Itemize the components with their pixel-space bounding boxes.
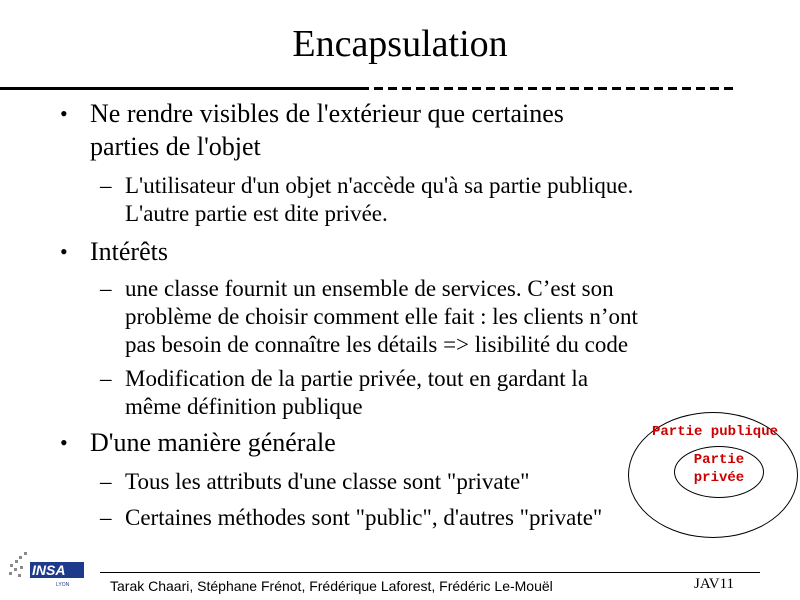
sub-dash: – [100,505,112,530]
bullet-dot: • [60,430,68,455]
sub-dash: – [100,366,112,391]
sub-3-1-line-1: Tous les attributs d'une classe sont "private" [125,469,530,494]
insa-logo [6,548,90,588]
bullet-1-line-1: Ne rendre visibles de l'extérieur que certaines [90,99,564,128]
sub-1-1-line-1: L'utilisateur d'un objet n'accède qu'à sa partie publique. [125,173,634,198]
slide-title: Encapsulation [292,23,508,65]
public-part-label: Partie publique [651,424,779,440]
sub-dash: – [100,276,112,301]
insa-logo-graphic [6,548,90,588]
private-part-label-line-2: privée [693,470,745,486]
footer-authors: Tarak Chaari, Stéphane Frénot, Frédérique Laforest, Frédéric Le-Mouël [110,578,553,594]
sub-2-2-line-1: Modification de la partie privée, tout en gardant la [125,366,589,391]
sub-dash: – [100,173,112,198]
private-part-label-line-1: Partie [693,452,745,468]
bullet-dot: • [60,239,68,264]
sub-2-2-line-2: même définition publique [125,394,363,419]
bullet-3-line-1: D'une manière générale [90,428,336,457]
sub-dash: – [100,469,112,494]
underline-solid [0,87,360,90]
sub-2-1-line-2: problème de choisir comment elle fait : les clients n’ont [125,304,638,329]
sub-3-2-line-1: Certaines méthodes sont "public", d'autres "private" [125,505,603,530]
encapsulation-diagram [626,400,800,540]
underline-dashed [360,87,736,90]
page-number: JAV11 [694,576,735,592]
footer-divider [100,572,760,573]
logo-text: INSA [32,562,66,578]
bullet-1-line-2: parties de l'objet [90,132,261,161]
title-underline [0,83,736,93]
logo-subtext: LYON [56,582,70,588]
sub-2-1-line-1: une classe fournit un ensemble de services. C’est son [125,276,614,301]
sub-1-1-line-2: L'autre partie est dite privée. [125,201,388,226]
bullet-dot: • [60,101,68,126]
bullet-2-line-1: Intérêts [90,237,168,266]
sub-2-1-line-3: pas besoin de connaître les détails => lisibilité du code [125,332,629,357]
